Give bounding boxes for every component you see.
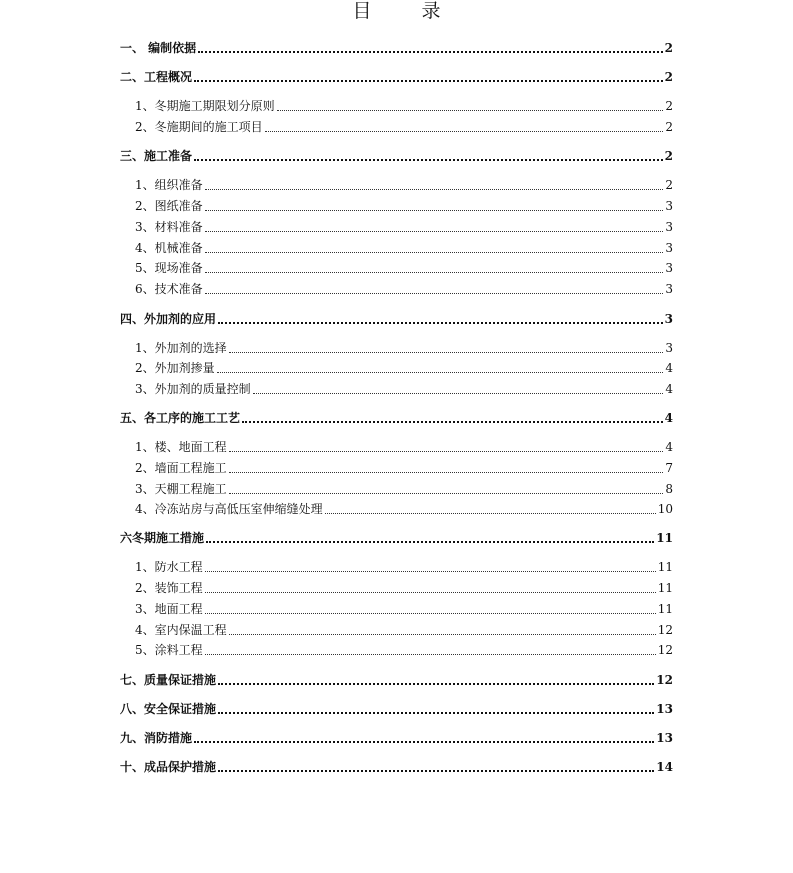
toc-entry-page: 13 bbox=[656, 702, 673, 716]
toc-entry-subsection[interactable] bbox=[135, 175, 673, 193]
toc-title: 目 录 bbox=[352, 0, 463, 22]
toc-entry-subsection[interactable] bbox=[135, 238, 673, 256]
toc-entry-label: 一、 编制依据 bbox=[120, 41, 197, 55]
toc-entry-subsection[interactable] bbox=[135, 578, 673, 596]
toc-entry-subsection[interactable] bbox=[135, 196, 673, 214]
dot-leader bbox=[205, 198, 663, 211]
toc-entry-page: 7 bbox=[665, 461, 673, 475]
toc-entry-label: 九、消防措施 bbox=[120, 731, 193, 745]
toc-entry-page: 2 bbox=[664, 149, 673, 163]
toc-entry-label: 2、外加剂掺量 bbox=[135, 361, 215, 375]
dot-leader bbox=[218, 310, 663, 324]
toc-entry-label: 十、成品保护措施 bbox=[120, 760, 217, 774]
toc-entry-subsection[interactable] bbox=[135, 479, 673, 497]
toc-entry-label: 4、冷冻站房与高低压室伸缩缝处理 bbox=[135, 502, 323, 516]
toc-entry-label: 二、工程概况 bbox=[120, 70, 193, 84]
toc-entry-label: 4、室内保温工程 bbox=[135, 623, 227, 637]
toc-entry-subsection[interactable] bbox=[135, 217, 673, 235]
toc-entry-section-7[interactable] bbox=[120, 670, 673, 688]
toc-entry-label: 2、冬施期间的施工项目 bbox=[135, 120, 263, 134]
dot-leader bbox=[205, 177, 663, 190]
dot-leader bbox=[325, 501, 656, 514]
toc-entry-page: 11 bbox=[657, 602, 673, 616]
toc-entry-subsection[interactable] bbox=[135, 640, 673, 658]
dot-leader bbox=[194, 729, 654, 743]
toc-entry-page: 2 bbox=[665, 120, 673, 134]
toc-entry-label: 2、装饰工程 bbox=[135, 581, 203, 595]
toc-entry-label: 1、外加剂的选择 bbox=[135, 341, 227, 355]
toc-entry-page: 3 bbox=[665, 261, 673, 275]
dot-leader bbox=[205, 642, 656, 655]
toc-entry-page: 3 bbox=[664, 312, 673, 326]
dot-leader bbox=[206, 529, 654, 543]
toc-entry-label: 3、天棚工程施工 bbox=[135, 482, 227, 496]
toc-entry-section-6[interactable] bbox=[120, 528, 673, 546]
dot-leader bbox=[205, 219, 663, 232]
toc-entry-page: 2 bbox=[664, 41, 673, 55]
toc-entry-page: 10 bbox=[657, 502, 673, 516]
toc-entry-subsection[interactable] bbox=[135, 96, 673, 114]
toc-entry-label: 1、组织准备 bbox=[135, 178, 203, 192]
toc-entry-label: 3、地面工程 bbox=[135, 602, 203, 616]
dot-leader bbox=[253, 381, 663, 394]
toc-entry-label: 4、机械准备 bbox=[135, 241, 203, 255]
toc-entry-label: 四、外加剂的应用 bbox=[120, 312, 217, 326]
toc-entry-section-1[interactable] bbox=[120, 38, 673, 56]
dot-leader bbox=[205, 601, 656, 614]
toc-entry-section-10[interactable] bbox=[120, 757, 673, 775]
dot-leader bbox=[217, 360, 663, 373]
toc-entry-page: 2 bbox=[665, 99, 673, 113]
toc-entry-label: 3、外加剂的质量控制 bbox=[135, 382, 251, 396]
toc-entry-page: 2 bbox=[664, 70, 673, 84]
toc-entry-page: 8 bbox=[665, 482, 673, 496]
toc-entry-subsection[interactable] bbox=[135, 379, 673, 397]
toc-entry-section-8[interactable] bbox=[120, 699, 673, 717]
toc-entry-page: 12 bbox=[657, 643, 673, 657]
dot-leader bbox=[229, 460, 663, 473]
dot-leader bbox=[218, 671, 654, 685]
toc-entry-subsection[interactable] bbox=[135, 437, 673, 455]
toc-entry-page: 11 bbox=[657, 560, 673, 574]
toc-entry-subsection[interactable] bbox=[135, 258, 673, 276]
toc-entry-section-2[interactable] bbox=[120, 67, 673, 85]
toc-entry-page: 3 bbox=[665, 341, 673, 355]
toc-entry-page: 3 bbox=[665, 199, 673, 213]
toc-entry-label: 2、图纸准备 bbox=[135, 199, 203, 213]
toc-entry-label: 三、施工准备 bbox=[120, 149, 193, 163]
dot-leader bbox=[229, 622, 656, 635]
dot-leader bbox=[242, 409, 663, 423]
toc-entry-label: 1、防水工程 bbox=[135, 560, 203, 574]
toc-entry-section-9[interactable] bbox=[120, 728, 673, 746]
toc-entry-section-5[interactable] bbox=[120, 408, 673, 426]
toc-entry-label: 5、现场准备 bbox=[135, 261, 203, 275]
toc-entry-subsection[interactable] bbox=[135, 117, 673, 135]
dot-leader bbox=[218, 758, 654, 772]
dot-leader bbox=[229, 340, 663, 353]
toc-entry-subsection[interactable] bbox=[135, 557, 673, 575]
toc-entry-page: 14 bbox=[656, 760, 673, 774]
dot-leader bbox=[194, 68, 663, 82]
toc-entry-subsection[interactable] bbox=[135, 599, 673, 617]
toc-entry-subsection[interactable] bbox=[135, 620, 673, 638]
toc-entry-page: 13 bbox=[656, 731, 673, 745]
toc-entry-label: 6、技术准备 bbox=[135, 282, 203, 296]
dot-leader bbox=[265, 119, 663, 132]
toc-entry-label: 2、墙面工程施工 bbox=[135, 461, 227, 475]
toc-entry-section-4[interactable] bbox=[120, 309, 673, 327]
toc-entry-label: 八、安全保证措施 bbox=[120, 702, 217, 716]
toc-entry-page: 11 bbox=[656, 531, 673, 545]
toc-entry-page: 2 bbox=[665, 178, 673, 192]
toc-entry-page: 11 bbox=[657, 581, 673, 595]
toc-entry-subsection[interactable] bbox=[135, 358, 673, 376]
dot-leader bbox=[194, 147, 663, 161]
toc-entry-label: 3、材料准备 bbox=[135, 220, 203, 234]
dot-leader bbox=[229, 439, 663, 452]
toc-entry-label: 5、涂料工程 bbox=[135, 643, 203, 657]
toc-entry-subsection[interactable] bbox=[135, 279, 673, 297]
toc-entry-subsection[interactable] bbox=[135, 499, 673, 517]
dot-leader bbox=[229, 481, 663, 494]
toc-entry-page: 3 bbox=[665, 282, 673, 296]
dot-leader bbox=[218, 700, 654, 714]
toc-entry-subsection[interactable] bbox=[135, 338, 673, 356]
dot-leader bbox=[205, 559, 656, 572]
toc-entry-section-3[interactable] bbox=[120, 146, 673, 164]
dot-leader bbox=[205, 580, 656, 593]
toc-entry-page: 12 bbox=[656, 673, 673, 687]
toc-entry-page: 4 bbox=[665, 440, 673, 454]
toc-entry-label: 七、质量保证措施 bbox=[120, 673, 217, 687]
toc-entry-page: 4 bbox=[665, 361, 673, 375]
toc-entry-label: 1、冬期施工期限划分原则 bbox=[135, 99, 275, 113]
toc-entry-page: 3 bbox=[665, 241, 673, 255]
toc-entry-page: 4 bbox=[664, 411, 673, 425]
toc-entry-page: 3 bbox=[665, 220, 673, 234]
dot-leader bbox=[205, 281, 663, 294]
dot-leader bbox=[205, 240, 663, 253]
dot-leader bbox=[205, 260, 663, 273]
toc-entry-page: 4 bbox=[665, 382, 673, 396]
dot-leader bbox=[277, 98, 663, 111]
dot-leader bbox=[198, 39, 662, 53]
toc-entry-label: 1、楼、地面工程 bbox=[135, 440, 227, 454]
toc-entry-label: 五、各工序的施工工艺 bbox=[120, 411, 241, 425]
toc-entry-page: 12 bbox=[657, 623, 673, 637]
toc-entry-label: 六冬期施工措施 bbox=[120, 531, 205, 545]
toc-entry-subsection[interactable] bbox=[135, 458, 673, 476]
